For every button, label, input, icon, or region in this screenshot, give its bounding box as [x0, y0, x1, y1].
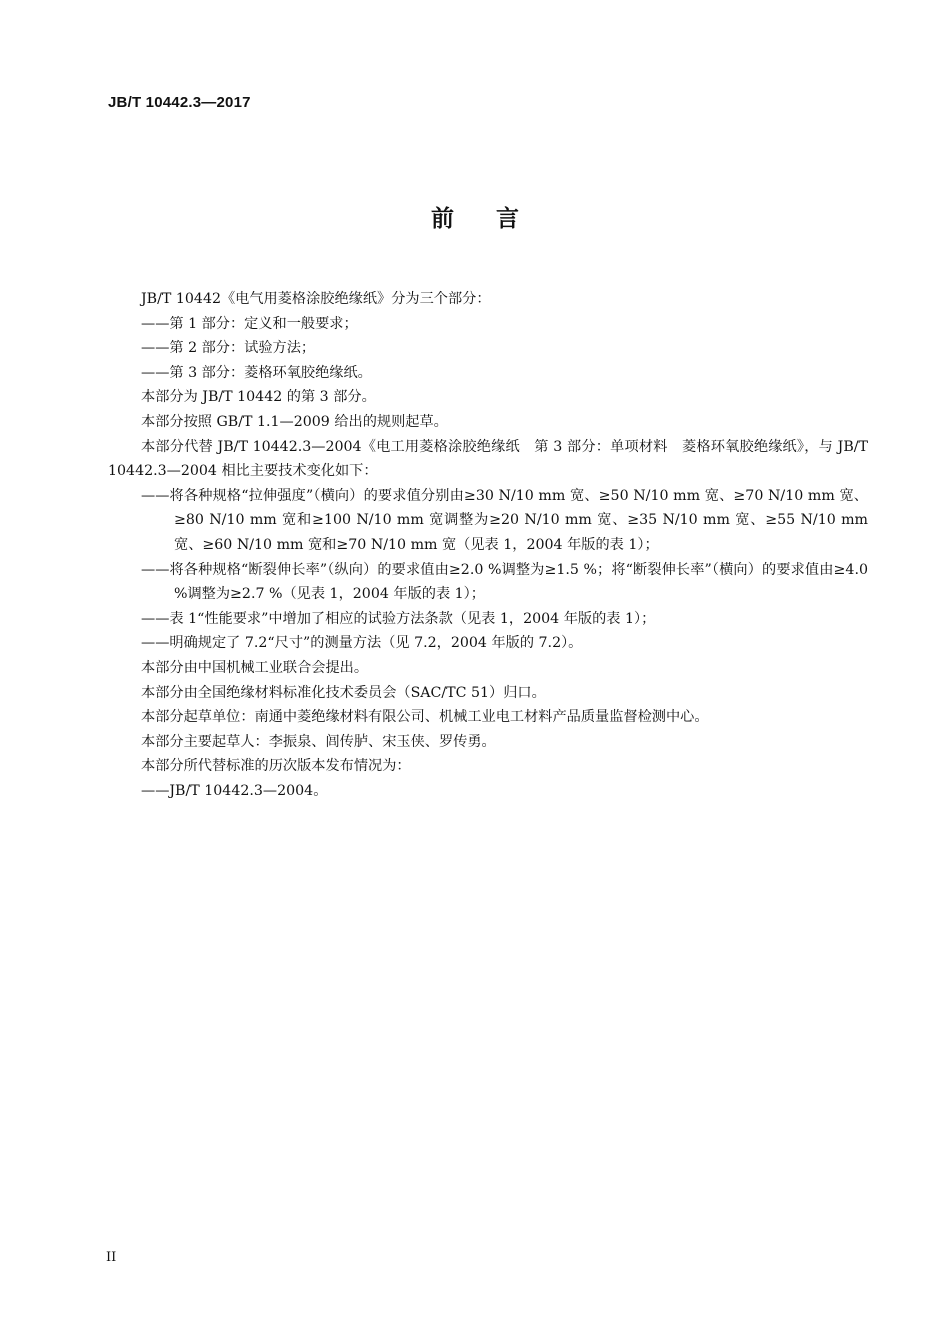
paragraph: JB/T 10442《电气用菱格涂胶绝缘纸》分为三个部分： [141, 291, 491, 307]
page-title: 前言 [431, 206, 561, 232]
list-item: ——JB/T 10442.3—2004。 [141, 782, 328, 799]
list-item: ——第 1 部分：定义和一般要求； [141, 315, 358, 332]
document-code-header: JB/T 10442.3—2017 [108, 94, 251, 111]
list-item: ——明确规定了 7.2“尺寸”的测量方法（见 7.2，2004 年版的 7.2）。 [141, 635, 583, 652]
paragraph: 本部分起草单位：南通中菱绝缘材料有限公司、机械工业电工材料产品质量监督检测中心。 [141, 709, 709, 726]
paragraph: 本部分代替 JB/T 10442.3—2004《电工用菱格涂胶绝缘纸 第 3 部分：单项材料 菱格环氧胶绝缘纸》，与 JB/T 10442.3—2004 相比主要技术变化如下： [108, 438, 868, 480]
paragraph: 本部分为 JB/T 10442 的第 3 部分。 [141, 389, 376, 406]
paragraph: 本部分主要起草人：李振泉、闾传胪、宋玉侠、罗传勇。 [141, 733, 496, 750]
list-item: ——将各种规格“断裂伸长率”（纵向）的要求值由≥2.0 %调整为≥1.5 %；将“断裂伸长率”（横向）的要求值由≥4.0 %调整为≥2.7 %（见表 1，2004 年版的表 1）； [141, 561, 868, 603]
list-item: ——表 1“性能要求”中增加了相应的试验方法条款（见表 1，2004 年版的表 1）； [141, 610, 656, 627]
page-number: II [106, 1250, 117, 1265]
paragraph: 本部分所代替标准的历次版本发布情况为： [141, 758, 411, 775]
foreword-body [108, 287, 868, 803]
list-item: ——第 2 部分：试验方法； [141, 340, 316, 357]
list-item: ——将各种规格“拉伸强度”（横向）的要求值分别由≥30 N/10 mm 宽、≥50 N/10 mm 宽、≥70 N/10 mm 宽、≥80 N/10 mm 宽和≥100 N/10 mm 宽调整为≥20 N/10 mm 宽、≥35 N/10 mm 宽、≥55 N/10 mm 宽、≥60 N/10 mm 宽和≥70 N/10 mm 宽（见表 1，2004 年版的表 1）； [141, 487, 868, 553]
paragraph: 本部分由中国机械工业联合会提出。 [141, 659, 369, 676]
list-item: ——第 3 部分：菱格环氧胶绝缘纸。 [141, 364, 372, 381]
paragraph: 本部分按照 GB/T 1.1—2009 给出的规则起草。 [141, 413, 448, 430]
paragraph: 本部分由全国绝缘材料标准化技术委员会（SAC/TC 51）归口。 [141, 684, 546, 701]
